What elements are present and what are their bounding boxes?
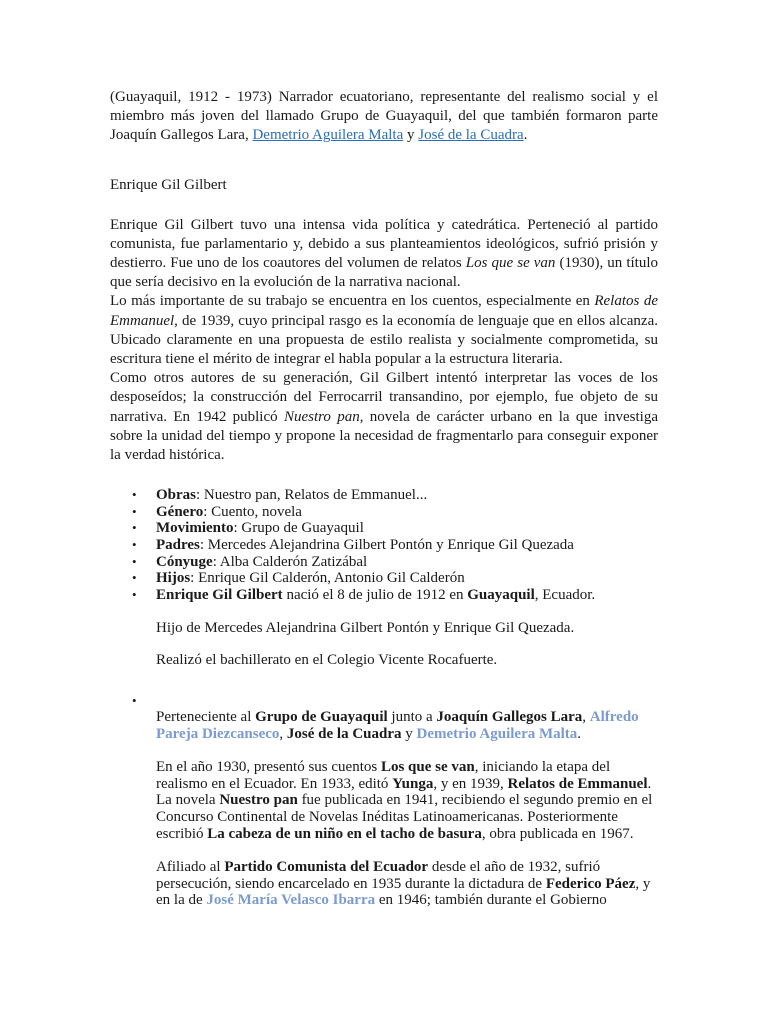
group-text: y	[401, 726, 417, 742]
bullet-icon: •	[132, 503, 137, 519]
fact-value: : Cuento, novela	[203, 503, 302, 520]
bio-text: Enrique Gil Gilbert tuvo una intensa vida política y catedrática. Perteneció al partido comunista, fue parlamentario y, debido a sus planteamientos ideológicos, sufrió prisión y destierro. Fue uno de los coautores del volumen de relatos	[110, 216, 658, 272]
fact-label: Obras	[156, 487, 197, 504]
group-paragraph	[156, 709, 658, 743]
person-name: Enrique Gil Gilbert	[156, 586, 283, 603]
bullet-icon: •	[132, 570, 137, 586]
book-title: Los que se van	[380, 758, 475, 775]
bio-paragraph-3	[110, 369, 658, 465]
book-title: Los que se van	[465, 255, 556, 272]
bio-text: (1930), un título que sería decisivo en la evolución de la narrativa nacional.	[110, 255, 658, 291]
intro-text: (Guayaquil, 1912 - 1973) Narrador ecuatoriano, representante del realismo social y el miembro más joven del llamado Grupo de Guayaquil, del que también formaron parte Joaquín Gallegos Lara,	[110, 89, 658, 144]
birth-text: nació el 8 de julio de 1912 en	[282, 586, 468, 603]
list-item	[110, 520, 658, 537]
bullet-icon: •	[132, 520, 137, 536]
bio-text: , novela de carácter urbano en la que investiga sobre la unidad del tiempo y propone la necesidad de fragmentarlo para conseguir exponer la verdad histórica.	[110, 408, 658, 464]
fact-value: : Alba Calderón Zatizábal	[212, 553, 368, 570]
book-title: Relatos de Emmanuel	[110, 293, 658, 329]
works-text: , obra publicada en 1967.	[481, 825, 634, 842]
group-name: Grupo de Guayaquil	[255, 709, 388, 726]
person-name: Federico Páez	[545, 875, 636, 892]
list-item	[110, 487, 658, 504]
bio-text: Como otros autores de su generación, Gil Gilbert intentó interpretar las voces de los desposeídos; la construcción del Ferrocarril transandino, por ejemplo, fue objeto de su narrativa. En 1942 publicó	[110, 370, 658, 425]
link-jose-de-la-cuadra[interactable]: José de la Cuadra	[418, 127, 524, 144]
politics-text: , y en la de	[156, 875, 651, 909]
politics-text: Afiliado al	[156, 858, 225, 875]
works-paragraph	[156, 759, 658, 843]
politics-paragraph	[156, 859, 658, 909]
intro-text: y	[403, 127, 419, 144]
fact-value: : Grupo de Guayaquil	[233, 520, 364, 537]
link-velasco-ibarra[interactable]: José María Velasco Ibarra	[206, 892, 376, 909]
bullet-icon: •	[132, 586, 137, 602]
works-text: fue publicada en 1941, recibiendo el segundo premio en el Concurso Continental de Novelas Inéditas Latinoamericanas. Posteriormente escribió	[156, 792, 653, 842]
fact-value: : Mercedes Alejandrina Gilbert Pontón y Enrique Gil Quezada	[199, 537, 574, 554]
bullet-icon: •	[132, 487, 137, 503]
fact-label: Cónyuge	[156, 553, 213, 570]
book-title: Nuestro pan	[219, 792, 298, 809]
author-heading: Enrique Gil Gilbert	[110, 176, 227, 193]
list-item	[110, 504, 658, 521]
fact-value: : Nuestro pan, Relatos de Emmanuel...	[196, 487, 428, 504]
facts-list	[110, 487, 658, 909]
place-name: Guayaquil	[467, 586, 535, 603]
list-item-group	[110, 693, 658, 909]
works-text: , iniciando la etapa del realismo en el Ecuador. En 1933, editó	[156, 758, 611, 792]
group-text: ,	[279, 726, 287, 742]
bullet-icon: •	[132, 537, 137, 553]
fact-label: Padres	[156, 537, 200, 554]
list-item	[110, 554, 658, 571]
school-line: Realizó el bachillerato en el Colegio Vicente Rocafuerte.	[156, 652, 498, 669]
document-page	[110, 88, 658, 909]
group-text: .	[577, 726, 582, 742]
politics-text: desde el año de 1932, sufrió persecución, siendo encarcelado en 1935 durante la dictadura de	[156, 858, 601, 892]
works-text: . La novela	[156, 775, 652, 809]
fact-value: : Enrique Gil Calderón, Antonio Gil Calderón	[190, 570, 465, 587]
person-name: Joaquín Gallegos Lara	[436, 709, 583, 726]
birth-line	[156, 587, 658, 604]
bio-paragraph-1	[110, 216, 658, 293]
link-demetrio-aguilera-malta[interactable]: Demetrio Aguilera Malta	[252, 127, 404, 144]
works-text: En el año 1930, presentó sus cuentos	[156, 758, 381, 775]
bio-text: Lo más importante de su trabajo se encuentra en los cuentos, especialmente en	[110, 293, 595, 310]
fact-label: Género	[156, 503, 204, 520]
book-title: Nuestro pan	[283, 408, 360, 425]
book-title: Yunga	[392, 775, 434, 792]
fact-label: Movimiento	[156, 520, 234, 537]
bio-text: , de 1939, cuyo principal rasgo es la economía de lenguaje que en ellos alcanza. Ubicado claramente en una propuesta de estilo realista y socialmente comprometida, su escritura tiene el mérito de integrar el habla popular a la estructura literaria.	[110, 312, 658, 368]
intro-text: .	[523, 127, 528, 144]
group-text: ,	[582, 709, 590, 726]
intro-paragraph	[110, 88, 658, 146]
book-title: La cabeza de un niño en el tacho de basura	[207, 825, 482, 842]
group-text: Perteneciente al	[156, 709, 256, 726]
bullet-icon: •	[132, 553, 137, 569]
link-alfredo-pareja[interactable]: Alfredo Pareja Diezcanseco	[156, 709, 639, 742]
bullet-icon: •	[132, 693, 137, 709]
person-name: José de la Cuadra	[286, 726, 402, 742]
bio-paragraph-2	[110, 292, 658, 369]
birth-text: , Ecuador.	[534, 586, 596, 603]
parents-line: Hijo de Mercedes Alejandrina Gilbert Pontón y Enrique Gil Quezada.	[156, 619, 575, 636]
list-item	[110, 570, 658, 587]
group-text: junto a	[387, 709, 437, 726]
book-title: Relatos de Emmanuel	[507, 775, 648, 792]
party-name: Partido Comunista del Ecuador	[224, 858, 429, 875]
list-item-birth	[110, 587, 658, 685]
link-demetrio-aguilera[interactable]: Demetrio Aguilera Malta	[416, 726, 578, 742]
works-text: , y en 1939,	[433, 775, 508, 792]
list-item	[110, 537, 658, 554]
fact-label: Hijos	[156, 570, 191, 587]
politics-text: en 1946; también durante el Gobierno	[375, 892, 607, 909]
